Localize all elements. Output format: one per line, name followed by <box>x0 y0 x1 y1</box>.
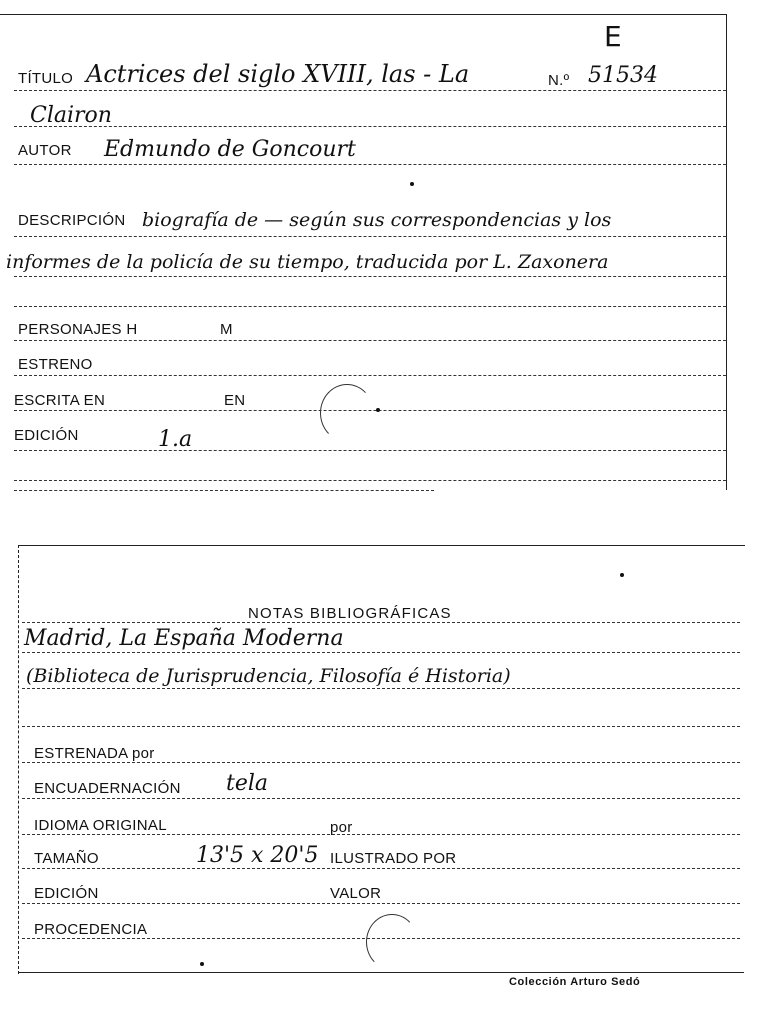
descripcion-label: DESCRIPCIÓN <box>18 212 126 229</box>
notas-line-1 <box>22 622 740 623</box>
notas-line-2 <box>22 652 740 653</box>
edicion-label: EDICIÓN <box>14 427 79 444</box>
titulo-label: TÍTULO <box>18 70 74 87</box>
ink-speck <box>620 573 624 577</box>
encuadernacion-value: tela <box>226 771 269 796</box>
idioma-line <box>22 834 740 835</box>
collection-footer: Colección Arturo Sedó <box>509 976 641 988</box>
ink-speck <box>200 962 204 966</box>
edicion-value: 1.a <box>158 427 193 452</box>
estrenada-label: ESTRENADA por <box>34 745 155 762</box>
estreno-line <box>14 375 726 376</box>
ink-speck <box>376 408 380 412</box>
valor-label: VALOR <box>330 885 382 902</box>
numero-label: N.º <box>548 72 570 89</box>
autor-label: AUTOR <box>18 142 72 159</box>
personajes-m-label: M <box>220 321 233 338</box>
autor-line <box>14 164 726 165</box>
notas-heading: NOTAS BIBLIOGRÁFICAS <box>248 605 452 622</box>
blank-line <box>14 306 726 307</box>
descripcion-line <box>14 236 726 237</box>
edicion2-line <box>22 903 740 904</box>
autor-value: Edmundo de Goncourt <box>104 137 356 162</box>
tamano-value: 13'5 x 20'5 <box>196 843 319 868</box>
stamp-arc <box>320 384 374 442</box>
bottom-line-short <box>14 490 434 491</box>
escrita-en-en-label: EN <box>224 392 246 409</box>
tamano-label: TAMAÑO <box>34 850 99 867</box>
encuadernacion-line <box>22 798 740 799</box>
notas-line-4 <box>22 726 740 727</box>
descripcion-value-cont: informes de la policía de su tiempo, traducida por L. Zaxonera <box>6 251 609 273</box>
stamp-arc <box>366 914 418 970</box>
edicion2-label: EDICIÓN <box>34 885 99 902</box>
titulo-line-2 <box>14 126 726 127</box>
edicion-line <box>14 450 726 451</box>
personajes-label: PERSONAJES H <box>18 321 138 338</box>
procedencia-label: PROCEDENCIA <box>34 921 148 938</box>
idioma-label: IDIOMA ORIGINAL <box>34 817 167 834</box>
estrenada-line <box>22 762 740 763</box>
idioma-por-label: por <box>330 819 353 836</box>
ilustrado-label: ILUSTRADO POR <box>330 850 457 867</box>
numero-value: 51534 <box>588 63 658 88</box>
notas-value: Madrid, La España Moderna <box>24 626 344 651</box>
corner-mark: E <box>604 20 622 53</box>
tamano-line <box>22 868 740 869</box>
escrita-en-label: ESCRITA EN <box>14 392 106 409</box>
notas-value-cont: (Biblioteca de Jurisprudencia, Filosofía é Historia) <box>26 665 511 687</box>
encuadernacion-label: ENCUADERNACIÓN <box>34 780 181 797</box>
personajes-line <box>14 340 726 341</box>
titulo-line <box>14 90 726 91</box>
titulo-value-cont: Clairon <box>30 103 112 128</box>
bottom-line <box>14 480 726 481</box>
descripcion-value: biografía de — según sus correspondencias y los <box>142 209 612 231</box>
card-bottom-rule <box>18 972 744 973</box>
descripcion-line-2 <box>14 276 726 277</box>
ink-speck <box>410 182 414 186</box>
notas-line-3 <box>22 688 740 689</box>
estreno-label: ESTRENO <box>18 356 93 373</box>
titulo-value: Actrices del siglo XVIII, las - La <box>86 60 470 88</box>
